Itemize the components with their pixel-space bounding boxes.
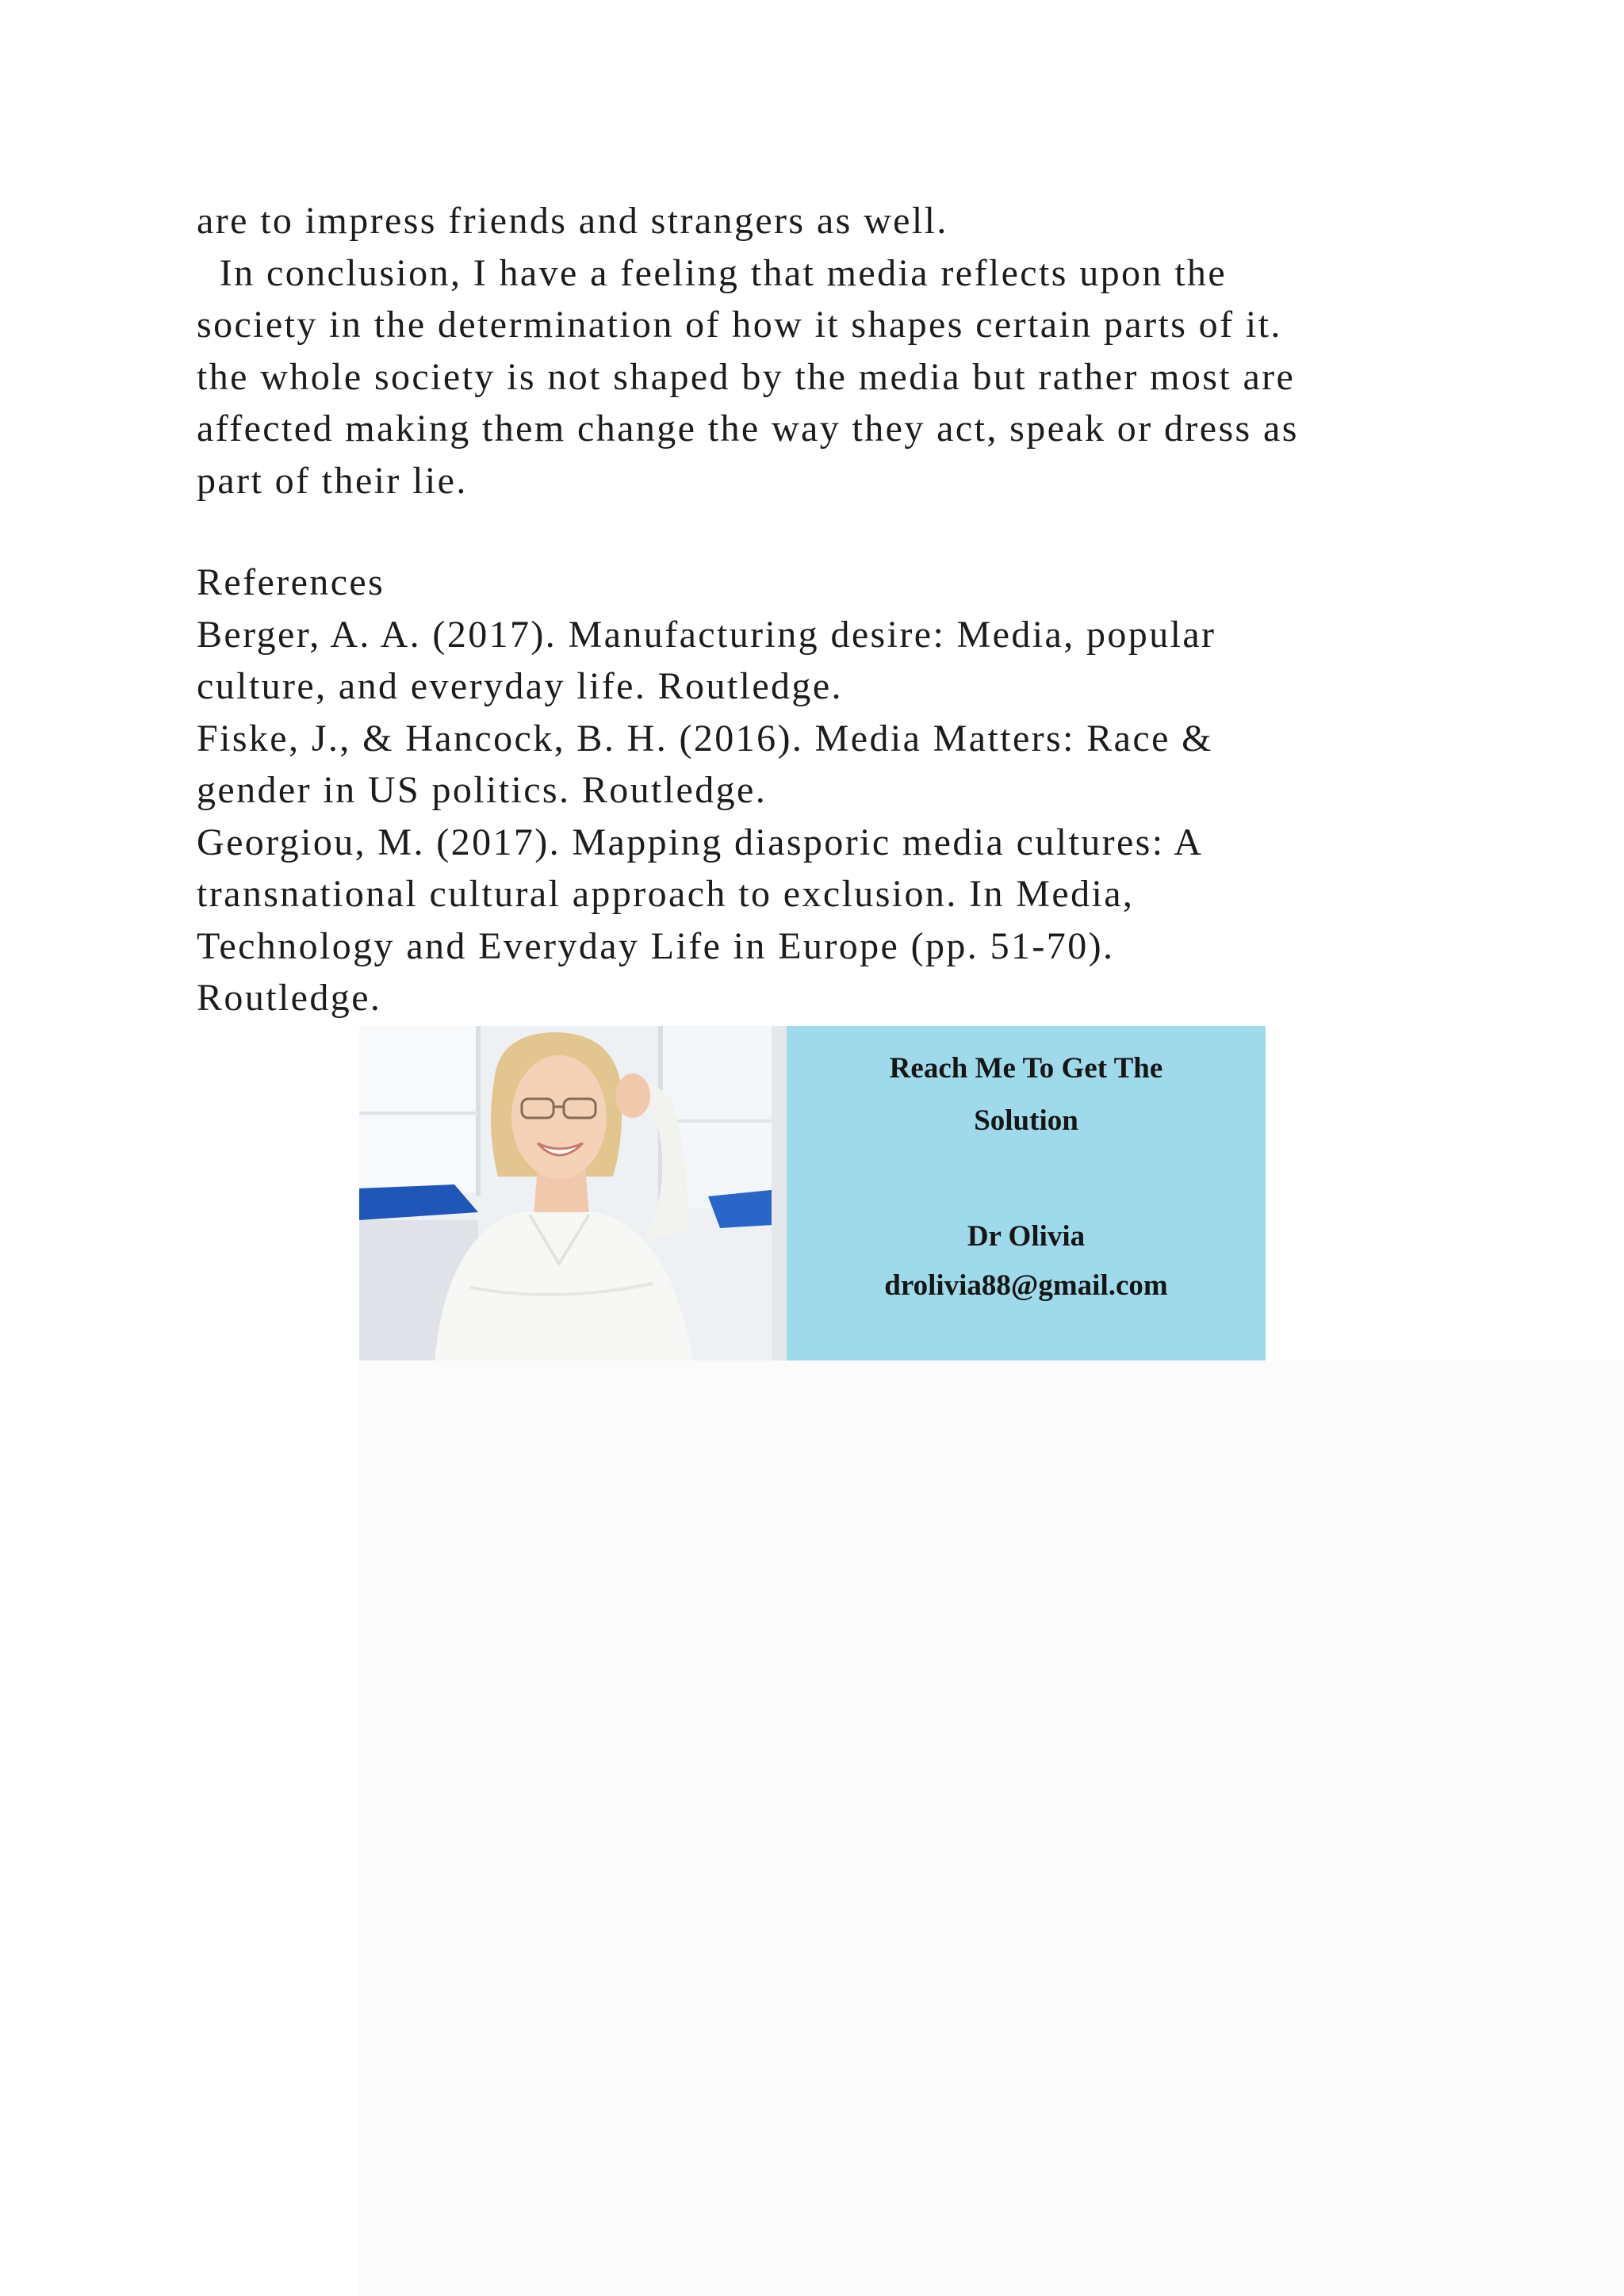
reference-line: transnational cultural approach to exclusion. In Media, [197, 873, 1135, 915]
references-heading: References [197, 561, 385, 603]
contact-email[interactable]: drolivia88@gmail.com [884, 1269, 1168, 1302]
promo-headline: Reach Me To Get The [889, 1052, 1163, 1085]
page-shade-area [358, 1360, 1624, 2296]
reference-line: Georgiou, M. (2017). Mapping diasporic media cultures: A [197, 821, 1204, 863]
body-line: the whole society is not shaped by the media but rather most are [197, 355, 1296, 398]
body-line: are to impress friends and strangers as well. [197, 200, 948, 242]
reference-line: culture, and everyday life. Routledge. [197, 665, 843, 707]
reference-line: Routledge. [197, 977, 382, 1019]
contact-banner [359, 1026, 1266, 1360]
promo-subheadline: Solution [974, 1104, 1078, 1137]
body-line: society in the determination of how it shapes certain parts of it. [197, 304, 1282, 346]
document-body [197, 195, 1450, 1024]
woman-photo [359, 1026, 787, 1360]
reference-line: Technology and Everyday Life in Europe (pp. 51-70). [197, 924, 1115, 967]
body-line: In conclusion, I have a feeling that media reflects upon the [197, 251, 1228, 294]
body-line: affected making them change the way they act, speak or dress as [197, 408, 1299, 450]
contact-name: Dr Olivia [967, 1220, 1086, 1253]
reference-line: gender in US politics. Routledge. [197, 769, 768, 811]
paragraph-gap [197, 507, 1450, 557]
body-line: part of their lie. [197, 459, 468, 502]
reference-line: Fiske, J., & Hancock, B. H. (2016). Media Matters: Race & [197, 717, 1213, 760]
reference-line: Berger, A. A. (2017). Manufacturing desire: Media, popular [197, 613, 1216, 656]
contact-panel [787, 1026, 1266, 1360]
